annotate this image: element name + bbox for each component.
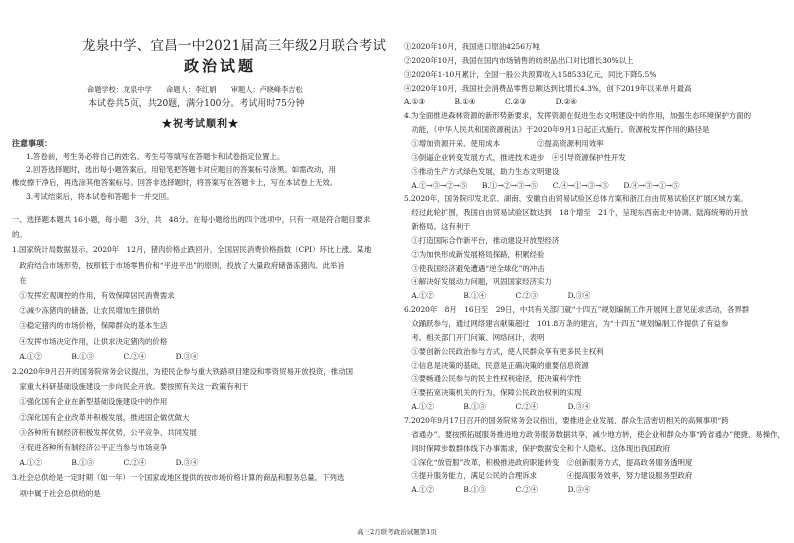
question-line: 政府结合市场形势，按照低于市场零售价和“平进平出”的原则，投放了大量政府储备冻猪肉。此举旨: [12, 260, 345, 270]
question-line: 2.2020年9月召开的国务院常务会议提出，为使民企参与重大铁路项目建设和零资贸易开放投资，推动国: [12, 367, 353, 376]
question-line: ①强化国有企业在新型基础设施建设中的作用: [12, 397, 168, 407]
question-line: 的。: [12, 230, 27, 240]
question-line: 在: [12, 275, 27, 285]
question-line: ③稳定猪肉的市场价格，保障群众的基本生活: [12, 321, 168, 331]
question-line: ①深化“放管服”改革，积极推进政府职能转变 ②创新服务方式，提高政务服务透明度: [404, 457, 693, 467]
good-luck-line: ★祝考试顺利★: [162, 119, 239, 130]
question-line: ③提升服务能力，满足公民的合理诉求 ④提高服务效率，努力建设服务型政府: [404, 471, 693, 481]
question-line: 同时保障步数群体线下办事需求，保护数据安全和个人隐私。这体现出我国政府: [404, 443, 671, 453]
question-line: ①发挥宏观调控的作用，有效保障居民消费需求: [12, 291, 175, 300]
exam-title: 龙泉中学、宜昌一中2021届高三年级2月联合考试: [82, 38, 387, 54]
question-line: ④解决好发展动力问题，巩固国家经济实力: [404, 277, 552, 287]
question-line: 一、选择题本题共 16小题，每小题 3分，共 48分。在每小题给出的四个选项中，只有一项是符合题目要求: [12, 215, 371, 224]
question-line: 功能，《中华人民共和国资源税法》于2020年9月1日起正式施行。资源税发挥作用的路径是: [404, 125, 710, 135]
question-line: 4.为全面推进森林资源的新形势新要求，发挥资源在促进生态文明建设中的作用，加强生态环境保护方面的: [404, 111, 752, 121]
question-line: 考。相关部门开门问策、网络问计，表明: [404, 332, 545, 342]
question-line: ③2020年1-10月累计，全国一般公共预算收入158533亿元，同比下降5.5%: [404, 69, 657, 79]
question-line: ③各种所有制经济积极发挥优势，公平竞争、共同发展: [12, 427, 197, 437]
note-line: 2.回答选择题时，选出每小题答案后，用铅笔把答题卡对应题目的答案标号涂黑。如需改动，用: [26, 165, 337, 174]
note-line: 3.考试结束后，将本试卷和答题卡一并交回。: [26, 192, 174, 201]
question-line: 家重大科研基础设施建设一步向民企开放。要按照有关这一政策有利于: [12, 382, 249, 392]
question-line: ①增加资源开采、使用成本 ②提高资源利用效率: [404, 138, 604, 148]
question-line: ②2020年10月，我国在国内市场销售的纺织品出口对比增长30%以上: [404, 55, 634, 65]
note-line: 1.答卷前，考生务必将自己的姓名、考生号等填写在答题卡和试卷指定位置上。: [26, 152, 285, 161]
question-line: ⑤推动生产方式绿色发展，助力生态文明建设: [404, 166, 560, 176]
question-line: A.①③ B.①④ C.②③ D.②④: [404, 97, 577, 107]
question-line: ③倒逼企业转变发展方式，推进技术进步 ④引导资源保护性开发: [404, 152, 626, 162]
question-line: 项中属于社会总供给的是: [12, 488, 101, 498]
question-line: A.①② B.①③ C.②④ D.③④: [12, 351, 199, 361]
question-line: ②减少冻猪肉的储备，让农民增加生猪供给: [12, 306, 160, 316]
question-line: ②信息是决策的基础，民意是正确决策的重要信息资源: [404, 360, 589, 370]
question-line: A.①② B.①③ C.②④ D.③④: [404, 402, 591, 412]
question-line: ③要畅通公民参与的民主性权利途径，使决策科学性: [404, 374, 582, 384]
question-line: ②深化国有企业改革并积极发展，推进国企做优做大: [12, 412, 190, 422]
exam-info: 本试卷共5页，共20题，满分100分。考试用时75分钟: [88, 99, 305, 109]
question-line: ②为加快形成新发展格局探路，积累经验: [404, 249, 545, 259]
author-info: 命题学校：龙泉中学 命题人：李红娟 审题人：卢晓峰李吉松: [87, 85, 303, 94]
question-line: ④2020年10月，我国社会消费品零售总额达到比增长4.3%，创下2019年以来单月最高: [404, 83, 692, 93]
question-line: ①要创新公民政治参与方式，使人民群众享有更多民主权利: [404, 346, 604, 356]
question-line: ④要拓宽决策机关的行为，保障公民政治权利的实现: [404, 388, 582, 398]
question-line: ③使我国经济避免遭遇“逆全球化”的冲击: [404, 263, 545, 273]
note-line: 橡皮擦干净后，再选涂其他答案标号。回答非选择题时，将答案写在答题卡上，写在本试卷上无效。: [12, 178, 338, 187]
question-line: ①打造国际合作新平台，推动建设开放型经济: [404, 235, 560, 245]
question-line: A.①② B.①③ C.②④ D.③④: [404, 485, 591, 495]
question-line: ④促进各种所有制经济公平正当参与市场竞争: [12, 443, 168, 452]
question-line: ④发挥市场决定作用，让供求决定猪肉的价格: [12, 336, 168, 346]
question-line: 3.社会总供给是一定时期（如一年）一个国家或地区提供的按市场价格计算的商品和服务总量。下列选: [12, 473, 345, 483]
question-line: A.①② B.①③ C.②④ D.③④: [12, 458, 199, 468]
question-line: 经过此轮扩围，我国自由贸易试验区数达到 18个增至 21个，呈现东西南北中协调、陆海统筹的开放: [404, 208, 749, 218]
page-footer: 高三2月联考政治试题第1页: [357, 528, 437, 536]
question-line: 新格局。这有利于: [404, 222, 471, 232]
question-line: 6.2020年 8月 16日至 29日，中共有关部门就“十四五”规划编制工作开展网上意见征求活动，各界群: [404, 305, 750, 315]
question-line: 1.国家统计局数据显示，2020年 12月，猪肉价格止跌回升，全国居民消费价格指数（CPI）环比上涨。某地: [12, 245, 372, 255]
question-line: 省通办”。要按照拓展服务推进地方政务服务数据共享，减少地方转，使企业和群众办事“跨省通办”便捷、易操作，: [404, 429, 785, 439]
question-line: A.①② B.①④ C.②③ D.③④: [404, 291, 591, 301]
notes-heading: 注意事项：: [12, 138, 52, 148]
question-line: 7.2020年9月17日召开的国务院常务会议指出，要推进企业发展、群众生活密切相关的高频事项“跨: [404, 415, 729, 425]
question-line: ①2020年10月，我国进口原油4256万吨: [404, 42, 540, 51]
question-line: 众踊跃参与，通过网络建言献策超过 101.8万条的建言，为“十四五”规划编制工作提供了有益参: [404, 319, 729, 328]
subject-title: 政治试题: [184, 57, 257, 75]
question-line: 5.2020年，国务院印发北京、湖南、安徽自由贸易试验区总体方案和浙江自由贸易试验区扩展区域方案。: [404, 194, 748, 204]
question-line: A.①→③→②→⑤ B.①→②→③→⑤ C.④→①→③→⑤ D.④→③→①→⑤: [404, 180, 680, 190]
